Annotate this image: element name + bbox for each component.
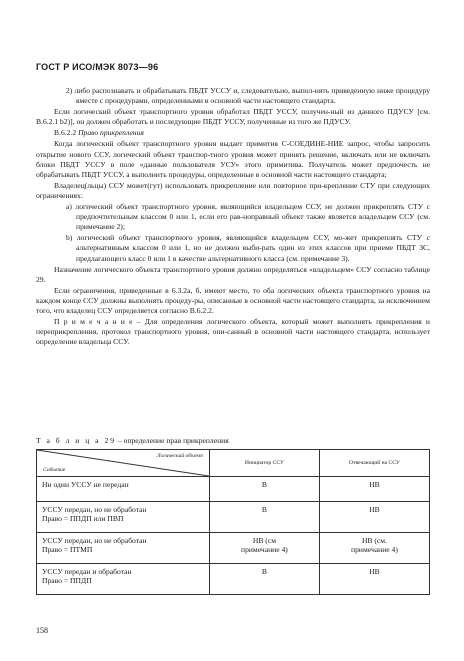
page-number: 158 xyxy=(36,626,48,635)
rights-table xyxy=(36,449,430,595)
list-item-2: 2) либо распознавать и обрабатывать ПБДТ УССУ и, следовательно, выпол-нять приведенную ниже процедуру вместе с процедурами, определенными в основной части настоящего стандарта. xyxy=(66,86,430,106)
paragraph: Если логический объект транспортного уровня обработал ПБДТ УССУ, получен-ный из данного ПДУСУ [см. В.6.2.1 b2)], он должен обработать и последующие ПБДТ УССУ, полученные из того же ПДУСУ. xyxy=(36,107,430,127)
event-line: УССУ передан и обработан xyxy=(42,567,132,576)
table-corner-cell xyxy=(37,450,210,477)
event-line: УССУ передан, но не обработан xyxy=(42,505,147,514)
list-item-b: b) логический объект транспортного уровня, являющийся владельцем ССУ, мо-жет прикреплять СТУ с альтернативным классом 0 или 1, но не должен выби-рать один из этих классов при приеме ПБДТ ЗС, предлагающего класс 0 или 1 в качестве альтернативного класса (см. примечание 3). xyxy=(66,233,430,263)
table-header-row xyxy=(37,450,430,477)
section-heading xyxy=(36,128,430,138)
table-caption-label: Т а б л и ц а 29 xyxy=(36,436,117,445)
event-cell: Ни один УССУ не передан xyxy=(37,477,210,502)
section-title: Право прикрепления xyxy=(78,128,144,138)
event-cell xyxy=(37,502,210,533)
paragraph: Если ограничения, приведенные в 6.3.2а, б, имеют место, то оба логических объекта транспортного уровня на каждом конце ССУ должны выполнять процеду-ры, описанные в основной части настоящего стандарта, за исключением того, что владелец ССУ определяется согласно В.6.2.2. xyxy=(36,285,430,315)
column-header-initiator: Инициатор ССУ xyxy=(209,450,319,477)
value-cell: В xyxy=(209,564,319,595)
value-line: примечание 4) xyxy=(241,545,288,554)
event-cell xyxy=(37,564,210,595)
value-cell xyxy=(319,533,429,564)
column-header-responder: Отвечающий на ССУ xyxy=(319,450,429,477)
paragraph: Владелец(льцы) ССУ может(гут) использовать прикрепление или повторное при-крепление СТУ при следующих ограничениях: xyxy=(36,180,430,200)
value-cell: НВ xyxy=(319,502,429,533)
note-label: П р и м е ч а н и е xyxy=(54,317,133,327)
value-line: НВ (см. xyxy=(361,536,387,545)
value-cell: В xyxy=(209,477,319,502)
corner-bottom-label: Событие xyxy=(43,467,66,473)
table-row xyxy=(37,502,430,533)
note-text: – Для определения логического объекта, который может выполнять прикрепления и переприкрепления, протокол транспортного уровня, опи-санный в основной части настоящего стандарта, использует определение владельца ССУ. xyxy=(36,317,431,347)
value-line: НВ (см xyxy=(252,536,276,545)
table-row xyxy=(37,477,430,502)
table-row xyxy=(37,533,430,564)
event-line: Право = ПТМП xyxy=(42,545,93,554)
table-caption-text: – определение прав прикрепления xyxy=(116,436,229,445)
value-cell xyxy=(209,533,319,564)
event-cell xyxy=(37,533,210,564)
paragraph: Когда логический объект транспортного уровня выдает примитив С-СОЕДИНЕ-НИЕ запрос, чтобы запросить открытие нового ССУ, логический объект транспор-тного уровня может принять решение, включать или не включать блоки ПБДТ УССУ в поле «данные пользователя УСУ» этого примитива. Получатель может предпочесть не обрабатывать ПБДТ УССУ, а выполнить процедуры, определенные в основной части настоящего стандарта; xyxy=(36,139,430,179)
note xyxy=(36,317,430,347)
event-line: УССУ передан, но не обработан xyxy=(42,536,147,545)
table-caption xyxy=(36,436,229,445)
value-cell: В xyxy=(209,502,319,533)
value-cell: НВ xyxy=(319,477,429,502)
paragraph: Назначение логического объекта транспортного уровня должно определяться «владельцем» ССУ согласно таблице 29. xyxy=(36,264,430,284)
event-line: Право = ППДП или ПВП xyxy=(42,514,124,523)
value-line: примечание 4) xyxy=(351,545,398,554)
corner-top-label: Логический объект xyxy=(156,453,203,459)
section-number: В.6.2.2 xyxy=(54,128,77,138)
list-item-a: a) логический объект транспортного уровня, являющийся владельцем ССУ, не должен прикреплять СТУ с предпочтительным классом 0 или 1, если его рав-ноправный объект также является владельцем ССУ (см. примечание 2); xyxy=(66,202,430,232)
event-line: Право = ППДП xyxy=(42,576,92,585)
value-cell: НВ xyxy=(319,564,429,595)
body-text xyxy=(36,86,430,348)
table-row xyxy=(37,564,430,595)
page-header: ГОСТ Р ИСО/МЭК 8073—96 xyxy=(36,62,159,72)
